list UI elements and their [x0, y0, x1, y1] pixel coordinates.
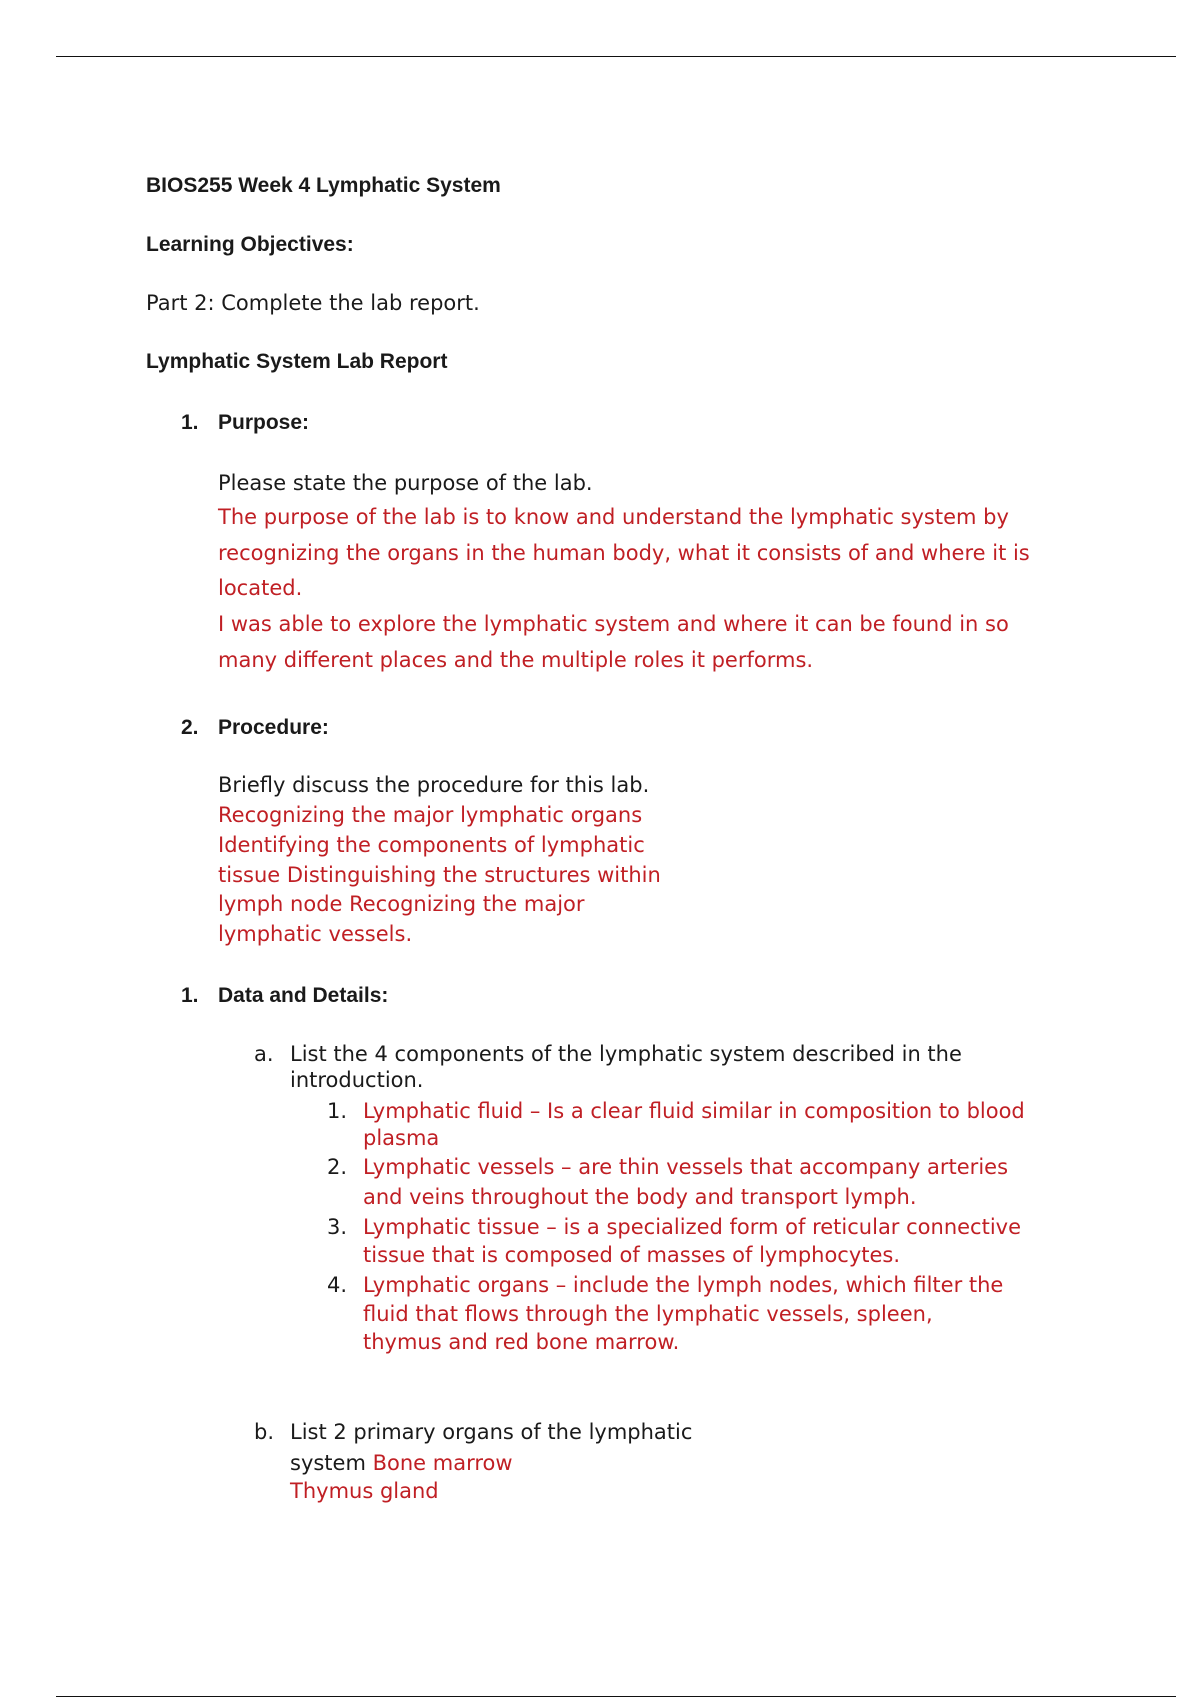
question-b-marker: b. [254, 1420, 275, 1444]
procedure-number: 2. [181, 716, 199, 739]
component-text: Lymphatic organs – include the lymph nodes, which filter the [363, 1273, 1004, 1297]
part2-instruction: Part 2: Complete the lab report. [146, 291, 480, 315]
procedure-answer-line: Recognizing the major lymphatic organs [218, 803, 643, 827]
component-text: Lymphatic vessels – are thin vessels that accompany arteries [363, 1155, 1009, 1179]
purpose-number: 1. [181, 411, 199, 434]
purpose-answer-line: I was able to explore the lymphatic system and where it can be found in so [218, 612, 1009, 636]
learning-objectives-heading: Learning Objectives: [146, 233, 354, 256]
question-a-marker: a. [254, 1042, 274, 1066]
question-a-text: introduction. [290, 1068, 424, 1092]
question-b-text: List 2 primary organs of the lymphatic [290, 1420, 693, 1444]
procedure-answer-line: lymphatic vessels. [218, 922, 413, 946]
document-title: BIOS255 Week 4 Lymphatic System [146, 174, 501, 197]
procedure-answer-line: Identifying the components of lymphatic [218, 833, 645, 857]
component-number: 2. [326, 1155, 347, 1179]
component-text: Lymphatic fluid – Is a clear fluid similar in composition to blood [363, 1099, 1025, 1123]
question-b-line2 [290, 1451, 513, 1475]
data-number: 1. [181, 984, 199, 1007]
purpose-heading: Purpose: [218, 411, 310, 434]
purpose-answer-line: many different places and the multiple roles it performs. [218, 648, 814, 672]
purpose-answer-line: recognizing the organs in the human body, what it consists of and where it is [218, 541, 1030, 565]
component-number: 3. [326, 1215, 347, 1239]
procedure-answer-line: tissue Distinguishing the structures within [218, 863, 661, 887]
purpose-prompt: Please state the purpose of the lab. [218, 471, 593, 495]
top-rule [56, 56, 1176, 57]
component-text: and veins throughout the body and transport lymph. [363, 1185, 917, 1209]
component-text: tissue that is composed of masses of lymphocytes. [363, 1243, 901, 1267]
component-number: 1. [326, 1099, 347, 1123]
bottom-rule [56, 1696, 1176, 1697]
report-title: Lymphatic System Lab Report [146, 350, 448, 373]
primary-organ-answer: Bone marrow [372, 1451, 513, 1475]
component-text: plasma [363, 1126, 440, 1150]
component-number: 4. [326, 1273, 347, 1297]
question-a-text: List the 4 components of the lymphatic system described in the [290, 1042, 962, 1066]
procedure-prompt: Briefly discuss the procedure for this lab. [218, 773, 650, 797]
purpose-answer-line: The purpose of the lab is to know and understand the lymphatic system by [218, 505, 1009, 529]
data-heading: Data and Details: [218, 984, 389, 1007]
component-text: thymus and red bone marrow. [363, 1330, 680, 1354]
question-b-text: system [290, 1451, 366, 1475]
component-text: Lymphatic tissue – is a specialized form of reticular connective [363, 1215, 1022, 1239]
purpose-answer-line: located. [218, 576, 303, 600]
component-text: fluid that flows through the lymphatic vessels, spleen, [363, 1302, 933, 1326]
procedure-heading: Procedure: [218, 716, 329, 739]
primary-organ-answer: Thymus gland [290, 1479, 439, 1503]
procedure-answer-line: lymph node Recognizing the major [218, 892, 585, 916]
